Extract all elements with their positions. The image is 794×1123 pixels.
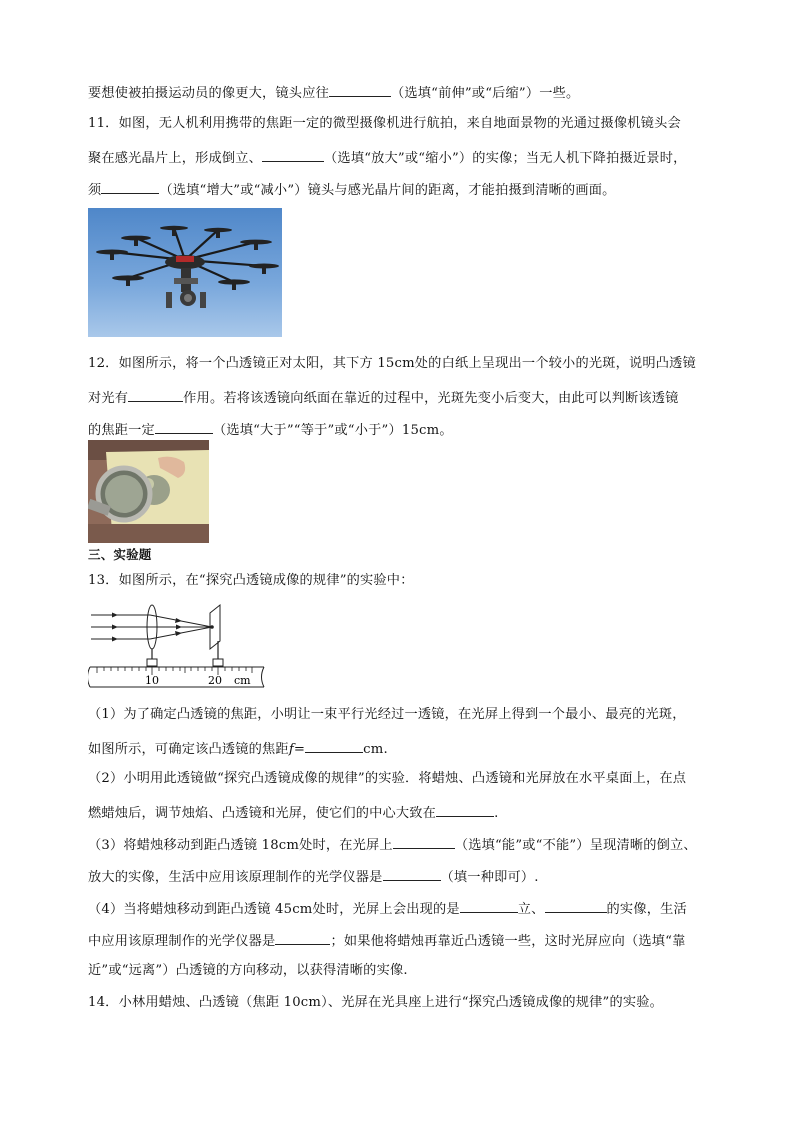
q12-text: 对光有 — [88, 391, 129, 406]
ruler-unit: cm — [234, 674, 251, 687]
q12-line-3 — [88, 419, 453, 440]
q13-part2-line-2 — [88, 802, 498, 823]
answer-blank — [329, 82, 391, 97]
answer-blank — [460, 898, 518, 913]
q12-text: 的焦距一定 — [88, 423, 155, 438]
q14-line-1: 14．小林用蜡烛、凸透镜（焦距 10cm）、光屏在光具座上进行“探究凸透镜成像的规律”的实验。 — [88, 995, 664, 1010]
q13-part3-line-1 — [88, 834, 697, 855]
q11-text: （选填“放大”或“缩小”）的实像；当无人机下降拍摄近景时， — [324, 151, 687, 166]
answer-blank — [128, 387, 183, 402]
focal-length-symbol: f= — [288, 742, 306, 757]
q10-text: 要想使被拍摄运动员的像更大，镜头应往 — [88, 86, 329, 101]
q13-part2-line-1: （2）小明用此透镜做“探究凸透镜成像的规律”的实验．将蜡烛、凸透镜和光屏放在水平桌面上，在点 — [88, 771, 687, 786]
answer-blank — [305, 738, 363, 753]
q13-text: 如图所示，可确定该凸透镜的焦距 — [88, 742, 289, 757]
q13-text: 放大的实像，生活中应用该原理制作的光学仪器是 — [88, 870, 383, 885]
answer-blank — [101, 179, 159, 194]
q13-part1-line-2 — [88, 738, 388, 759]
q13-text: （4）当将蜡烛移动到距凸透镜 45cm处时，光屏上会出现的是 — [88, 902, 460, 917]
q13-text: （3）将蜡烛移动到距凸透镜 18cm处时，在光屏上 — [88, 838, 393, 853]
answer-blank — [545, 898, 607, 913]
q13-text: 的实像，生活 — [606, 902, 687, 917]
q11-line-1: 11．如图，无人机利用携带的焦距一定的微型摄像机进行航拍，来自地面景物的光通过摄像机镜头会 — [88, 116, 681, 131]
q11-text: 聚在感光晶片上，形成倒立、 — [88, 151, 263, 166]
q11-text: （选填“增大”或“减小”）镜头与感光晶片间的距离，才能拍摄到清晰的画面。 — [159, 183, 616, 198]
answer-blank — [275, 930, 330, 945]
q13-text: 中应用该原理制作的光学仪器是 — [88, 934, 276, 949]
drone-photo — [88, 208, 282, 337]
q11-line-3 — [88, 179, 616, 200]
q13-text: （填一种即可）. — [440, 870, 539, 885]
q13-text: 立、 — [517, 902, 545, 917]
answer-blank — [436, 802, 494, 817]
q12-line-2 — [88, 387, 679, 408]
q13-part4-line-3: 近”或“远离”）凸透镜的方向移动，以获得清晰的实像. — [88, 963, 408, 978]
answer-blank — [262, 147, 324, 162]
q13-text: . — [494, 806, 499, 821]
q13-part4-line-2 — [88, 930, 685, 951]
answer-blank — [393, 834, 455, 849]
q12-text: （选填“大于”“等于”或“小于”）15cm。 — [212, 423, 453, 438]
answer-blank — [155, 419, 213, 434]
q10-text: （选填“前伸”或“后缩”）一些。 — [390, 86, 580, 101]
q13-part4-line-1 — [88, 898, 687, 919]
q11-line-2 — [88, 147, 687, 168]
q11-text: 须 — [88, 183, 102, 198]
q12-line-1: 12．如图所示，将一个凸透镜正对太阳，其下方 15cm处的白纸上呈现出一个较小的光斑，说明凸透镜 — [88, 356, 696, 371]
ruler — [88, 667, 264, 687]
incident-rays — [91, 615, 212, 639]
lens-sunlight-photo — [88, 440, 209, 543]
q13-part3-line-2 — [88, 866, 539, 887]
answer-blank — [383, 866, 441, 881]
q13-text: cm. — [363, 742, 388, 757]
q13-intro: 13．如图所示，在“探究凸透镜成像的规律”的实验中： — [88, 573, 414, 588]
q13-text: （选填“能”或“不能”）呈现清晰的倒立、 — [454, 838, 697, 853]
q13-text: ；如果他将蜡烛再靠近凸透镜一些，这时光屏应向（选填“靠 — [330, 934, 686, 949]
q10-line — [88, 82, 579, 103]
q12-text: 作用。若将该透镜向纸面在靠近的过程中，光斑先变小后变大，由此可以判断该透镜 — [183, 391, 679, 406]
q13-text: 燃蜡烛后，调节烛焰、凸透镜和光屏，使它们的中心大致在 — [88, 806, 437, 821]
optical-bench-diagram — [88, 597, 268, 694]
ruler-label-10: 10 — [145, 674, 159, 687]
ruler-label-20: 20 — [208, 674, 222, 687]
section-heading: 三、实验题 — [88, 547, 152, 562]
q13-part1-line-1: （1）为了确定凸透镜的焦距，小明让一束平行光经过一透镜，在光屏上得到一个最小、最亮的光斑， — [88, 707, 686, 722]
